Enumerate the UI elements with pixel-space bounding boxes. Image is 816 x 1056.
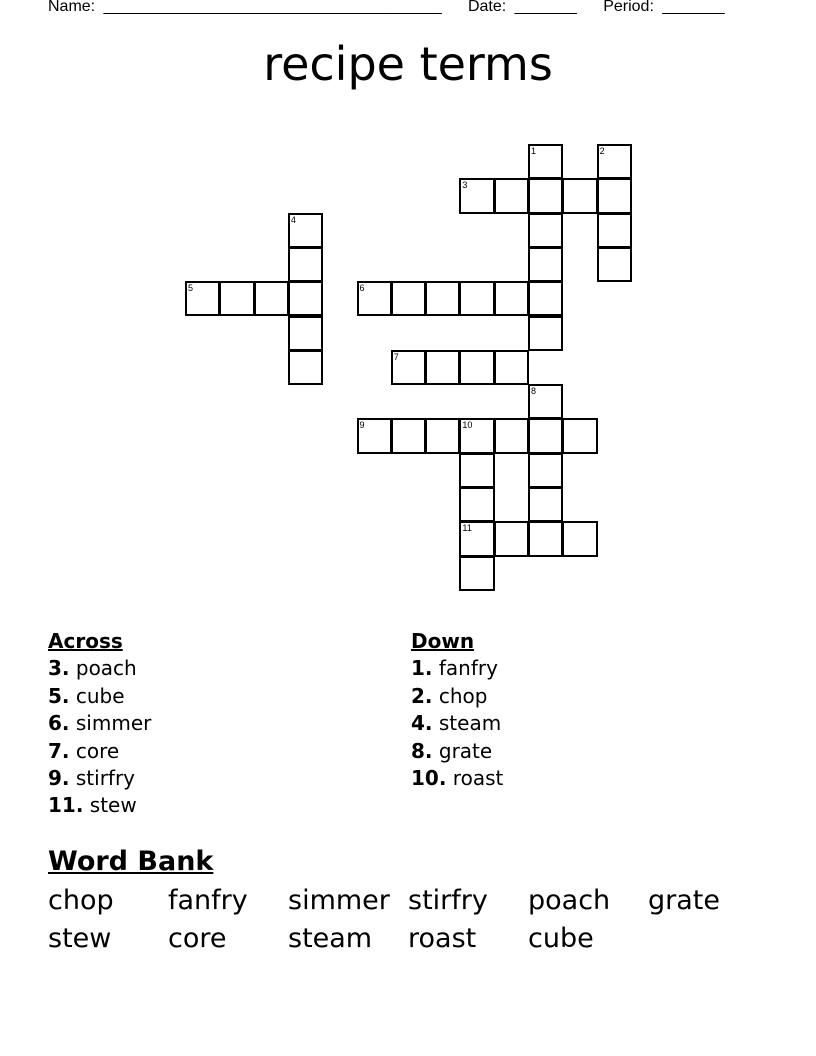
clue-text: roast: [446, 766, 504, 791]
crossword-cell[interactable]: [494, 178, 529, 213]
crossword-cell[interactable]: [562, 521, 597, 556]
crossword-cell[interactable]: [357, 418, 392, 453]
across-clue: [48, 655, 151, 682]
down-clue: [411, 765, 503, 792]
name-label: Name:: [48, 0, 96, 15]
word-bank-word: simmer: [288, 885, 390, 916]
across-clue: [48, 738, 151, 765]
period-label: Period:: [603, 0, 654, 15]
clue-number: 1: [531, 146, 537, 156]
clue-number: 11.: [48, 793, 84, 818]
crossword-cell[interactable]: [528, 178, 563, 213]
crossword-cell[interactable]: [528, 144, 563, 179]
down-heading: Down: [411, 629, 475, 653]
crossword-cell[interactable]: [562, 418, 597, 453]
word-bank-word: fanfry: [168, 885, 248, 916]
clue-number: 10: [462, 420, 473, 431]
down-clue: [411, 738, 503, 765]
clue-text: stew: [83, 793, 137, 818]
word-bank-word: core: [168, 923, 227, 954]
down-clues: [411, 628, 503, 792]
crossword-cell[interactable]: [459, 521, 494, 556]
across-heading: Across: [48, 629, 123, 653]
clue-number: 2.: [411, 683, 433, 708]
crossword-cell[interactable]: [597, 213, 632, 248]
clue-text: chop: [432, 683, 488, 708]
clue-number: 8.: [411, 738, 433, 763]
clue-text: poach: [69, 656, 137, 681]
crossword-cell[interactable]: [528, 281, 563, 316]
crossword-cell[interactable]: [288, 213, 323, 248]
name-blank: ______________________________________: [103, 0, 442, 15]
crossword-cell[interactable]: [494, 350, 529, 385]
crossword-cell[interactable]: [459, 178, 494, 213]
clue-number: 9.: [48, 766, 70, 791]
crossword-cell[interactable]: [425, 281, 460, 316]
crossword-cell[interactable]: [459, 418, 494, 453]
crossword-cell[interactable]: [528, 418, 563, 453]
period-blank: _______: [662, 0, 725, 15]
date-blank: _______: [514, 0, 577, 15]
crossword-cell[interactable]: [459, 281, 494, 316]
down-clue: [411, 683, 503, 710]
clue-number: 9: [359, 420, 365, 431]
crossword-cell[interactable]: [459, 556, 494, 591]
crossword-cell[interactable]: [391, 281, 426, 316]
clue-text: fanfry: [432, 656, 498, 681]
word-bank: [48, 882, 788, 958]
crossword-cell[interactable]: [494, 281, 529, 316]
clue-number: 2: [599, 146, 605, 156]
clue-text: grate: [432, 738, 493, 763]
clue-text: cube: [69, 683, 125, 708]
crossword-cell[interactable]: [459, 453, 494, 488]
date-label: Date:: [467, 0, 507, 15]
clue-number: 10.: [411, 766, 447, 791]
across-clue: [48, 792, 151, 819]
crossword-cell[interactable]: [528, 521, 563, 556]
crossword-cell[interactable]: [459, 487, 494, 522]
word-bank-word: stew: [48, 923, 112, 954]
crossword-cell[interactable]: [425, 418, 460, 453]
down-clue: [411, 710, 503, 737]
crossword-cell[interactable]: [528, 487, 563, 522]
clue-text: simmer: [69, 711, 152, 736]
clue-text: core: [69, 738, 120, 763]
crossword-cell[interactable]: [425, 350, 460, 385]
clue-text: stirfry: [69, 766, 136, 791]
crossword-cell[interactable]: [219, 281, 254, 316]
crossword-cell[interactable]: [391, 418, 426, 453]
word-bank-word: grate: [648, 885, 720, 916]
crossword-cell[interactable]: [597, 247, 632, 282]
crossword-cell[interactable]: [459, 350, 494, 385]
crossword-cell[interactable]: [288, 281, 323, 316]
crossword-cell[interactable]: [391, 350, 426, 385]
crossword-cell[interactable]: [562, 178, 597, 213]
crossword-cell[interactable]: [254, 281, 289, 316]
crossword-cell[interactable]: [494, 418, 529, 453]
crossword-cell[interactable]: [185, 281, 220, 316]
crossword-cell[interactable]: [528, 316, 563, 351]
clue-number: 3: [462, 180, 468, 191]
clue-number: 8: [531, 386, 537, 397]
clue-number: 6: [359, 283, 365, 294]
crossword-cell[interactable]: [494, 521, 529, 556]
crossword-cell[interactable]: [357, 281, 392, 316]
word-bank-word: steam: [288, 923, 373, 954]
clue-number: 7: [393, 351, 399, 362]
word-bank-heading: Word Bank: [48, 846, 214, 877]
crossword-cell[interactable]: [288, 350, 323, 385]
crossword-cell[interactable]: [597, 144, 632, 179]
across-clues: [48, 628, 151, 820]
crossword-cell[interactable]: [288, 247, 323, 282]
crossword-cell[interactable]: [528, 247, 563, 282]
clue-number: 7.: [48, 738, 70, 763]
clue-text: steam: [432, 711, 502, 736]
word-bank-word: roast: [408, 923, 477, 954]
word-bank-word: poach: [528, 885, 611, 916]
crossword-cell[interactable]: [288, 316, 323, 351]
clue-number: 4: [290, 214, 296, 225]
crossword-cell[interactable]: [528, 384, 563, 419]
page-title: recipe terms: [263, 37, 553, 91]
clue-number: 4.: [411, 711, 433, 736]
word-bank-word: cube: [528, 923, 594, 954]
clue-number: 5: [188, 283, 194, 294]
across-clue: [48, 765, 151, 792]
word-bank-word: chop: [48, 885, 114, 916]
crossword-cell[interactable]: [528, 213, 563, 248]
word-bank-word: stirfry: [408, 885, 488, 916]
clue-number: 11: [462, 523, 472, 534]
across-clue: [48, 683, 151, 710]
clue-number: 1.: [411, 656, 433, 681]
across-clue: [48, 710, 151, 737]
clue-number: 6.: [48, 711, 70, 736]
clue-number: 3.: [48, 656, 70, 681]
clue-number: 5.: [48, 683, 70, 708]
crossword-cell[interactable]: [597, 178, 632, 213]
down-clue: [411, 655, 503, 682]
crossword-cell[interactable]: [528, 453, 563, 488]
